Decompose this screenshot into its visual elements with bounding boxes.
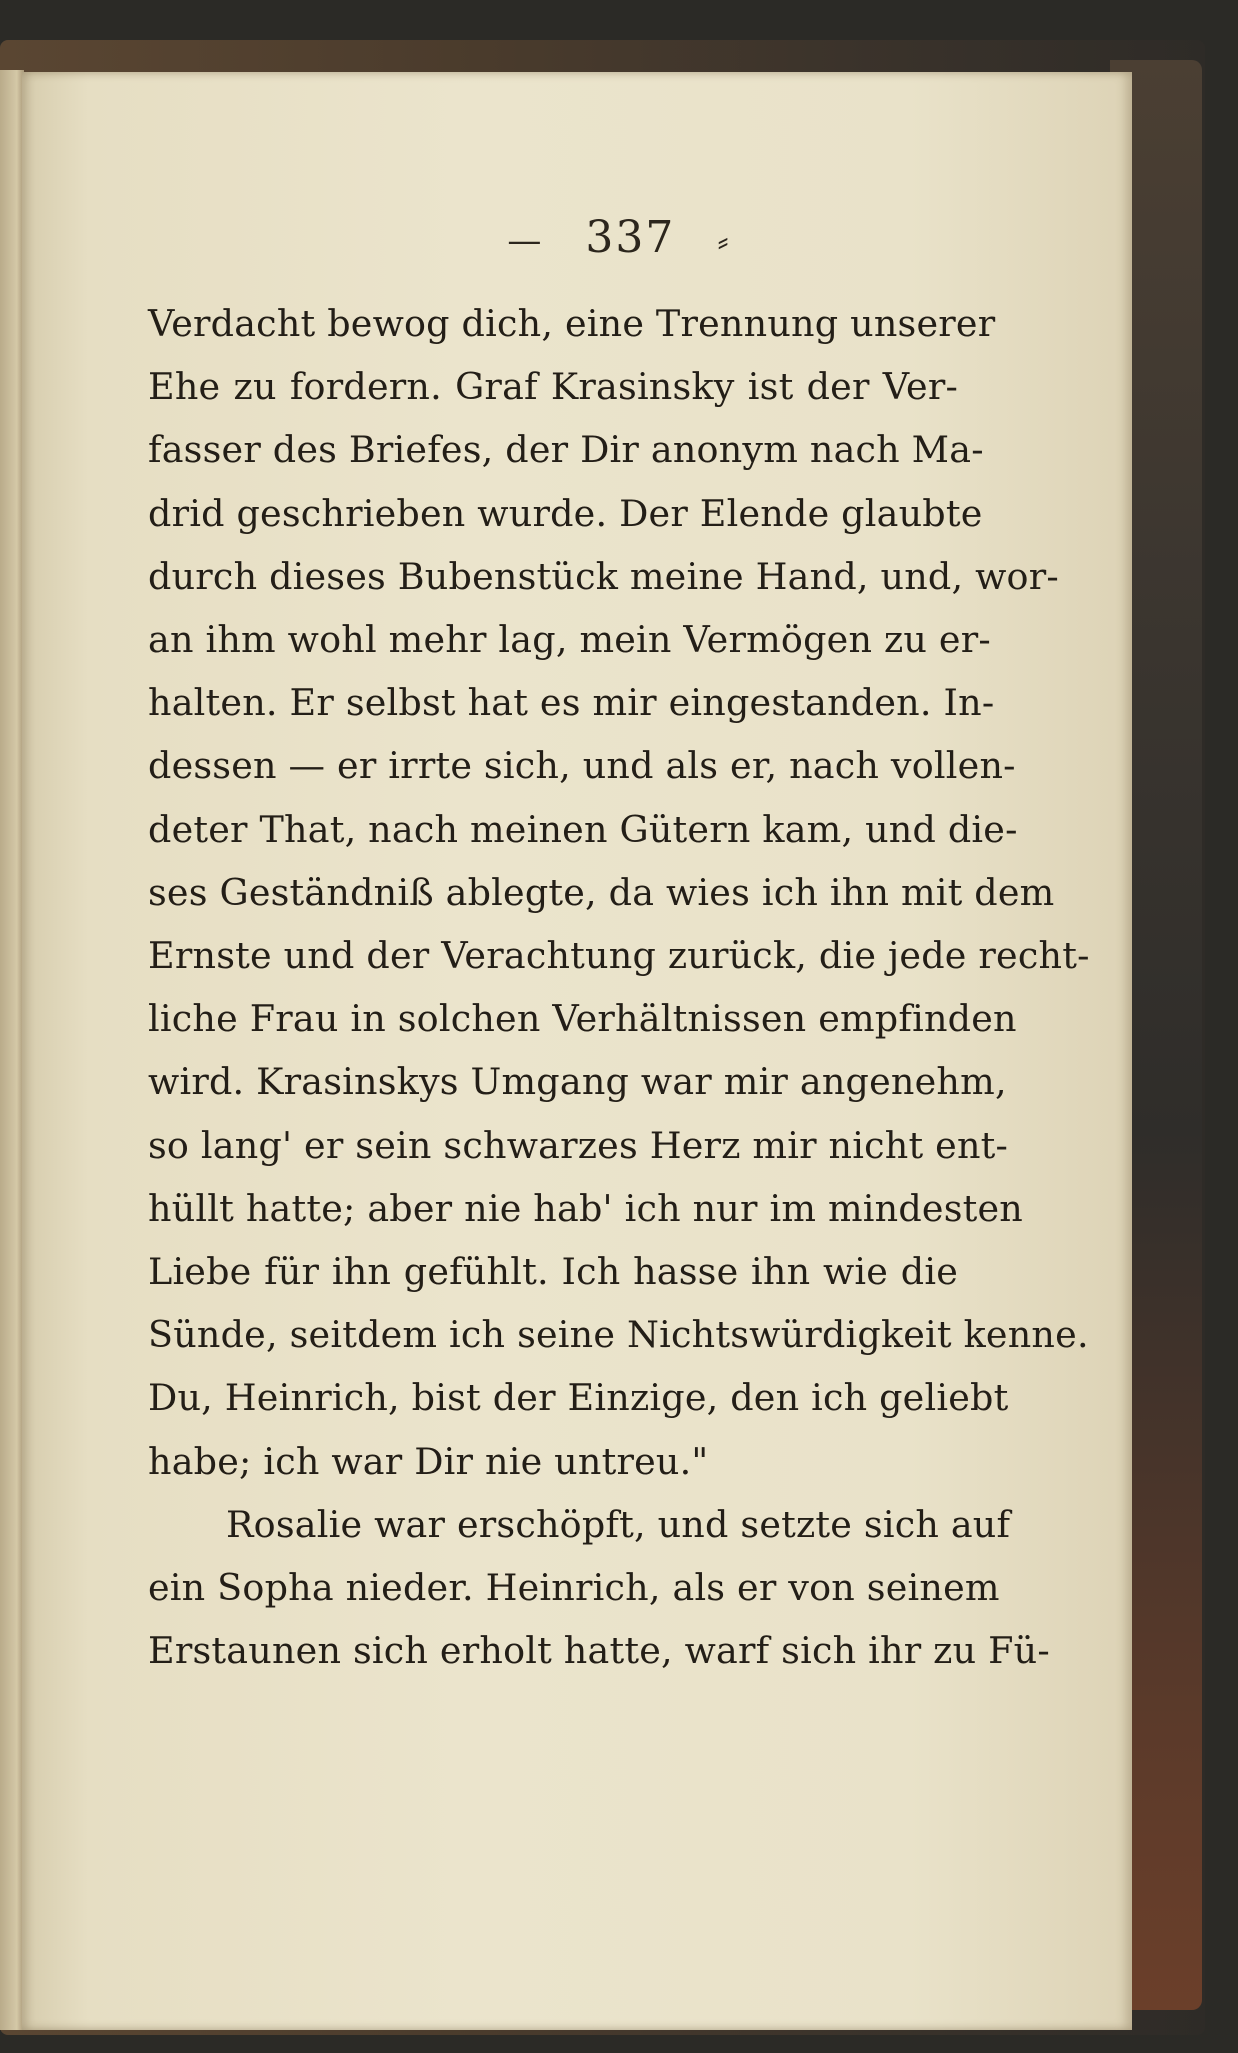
text-line: Liebe für ihn gefühlt. Ich hasse ihn wie die	[148, 1250, 958, 1294]
text-line: ses Geständniß ablegte, da wies ich ihn mit dem	[148, 870, 1055, 914]
text-line: deter That, nach meinen Gütern kam, und die-	[148, 807, 1018, 851]
text-line: ein Sopha nieder. Heinrich, als er von seinem	[148, 1566, 1000, 1610]
text-line: Verdacht bewog dich, eine Trennung unserer	[148, 302, 996, 345]
text-line: durch dieses Bubenstück meine Hand, und, wor-	[148, 554, 1059, 598]
text-line: Rosalie war erschöpft, und setzte sich auf	[226, 1502, 1011, 1546]
text-line: Ernste und der Verachtung zurück, die jede recht-	[148, 934, 1090, 978]
text-line: Sünde, seitdem ich seine Nichtswürdigkeit kenne.	[148, 1313, 1089, 1357]
text-line: Du, Heinrich, bist der Einzige, den ich geliebt	[148, 1376, 1009, 1420]
text-line: Erstaunen sich erholt hatte, warf sich ihr zu Fü-	[148, 1629, 1050, 1673]
page-number: 337	[585, 212, 676, 263]
text-line: Ehe zu fordern. Graf Krasinsky ist der Ver-	[148, 365, 958, 409]
paragraph	[148, 292, 1090, 1493]
body-text	[148, 292, 1090, 1682]
text-line: fasser des Briefes, der Dir anonym nach Ma-	[148, 428, 984, 472]
page-header	[0, 212, 1238, 263]
paragraph	[148, 1493, 1050, 1683]
text-line: halten. Er selbst hat es mir eingestanden. In-	[148, 681, 995, 725]
text-line: an ihm wohl mehr lag, mein Vermögen zu er-	[148, 618, 991, 662]
text-line: dessen — er irrte sich, und als er, nach vollen-	[148, 744, 1016, 788]
header-dash-left: —	[507, 221, 544, 261]
text-line: liche Frau in solchen Verhältnissen empfinden	[148, 997, 1017, 1041]
text-line: wird. Krasinskys Umgang war mir angenehm,	[148, 1060, 1007, 1104]
text-line: so lang' er sein schwarzes Herz mir nicht ent-	[148, 1123, 1009, 1167]
left-page-edge	[0, 70, 24, 2030]
header-dash-right: ⸗	[717, 221, 731, 261]
text-line: hüllt hatte; aber nie hab' ich nur im mindesten	[148, 1186, 1024, 1230]
text-line: drid geschrieben wurde. Der Elende glaubte	[148, 491, 983, 535]
text-line: habe; ich war Dir nie untreu."	[148, 1439, 709, 1483]
